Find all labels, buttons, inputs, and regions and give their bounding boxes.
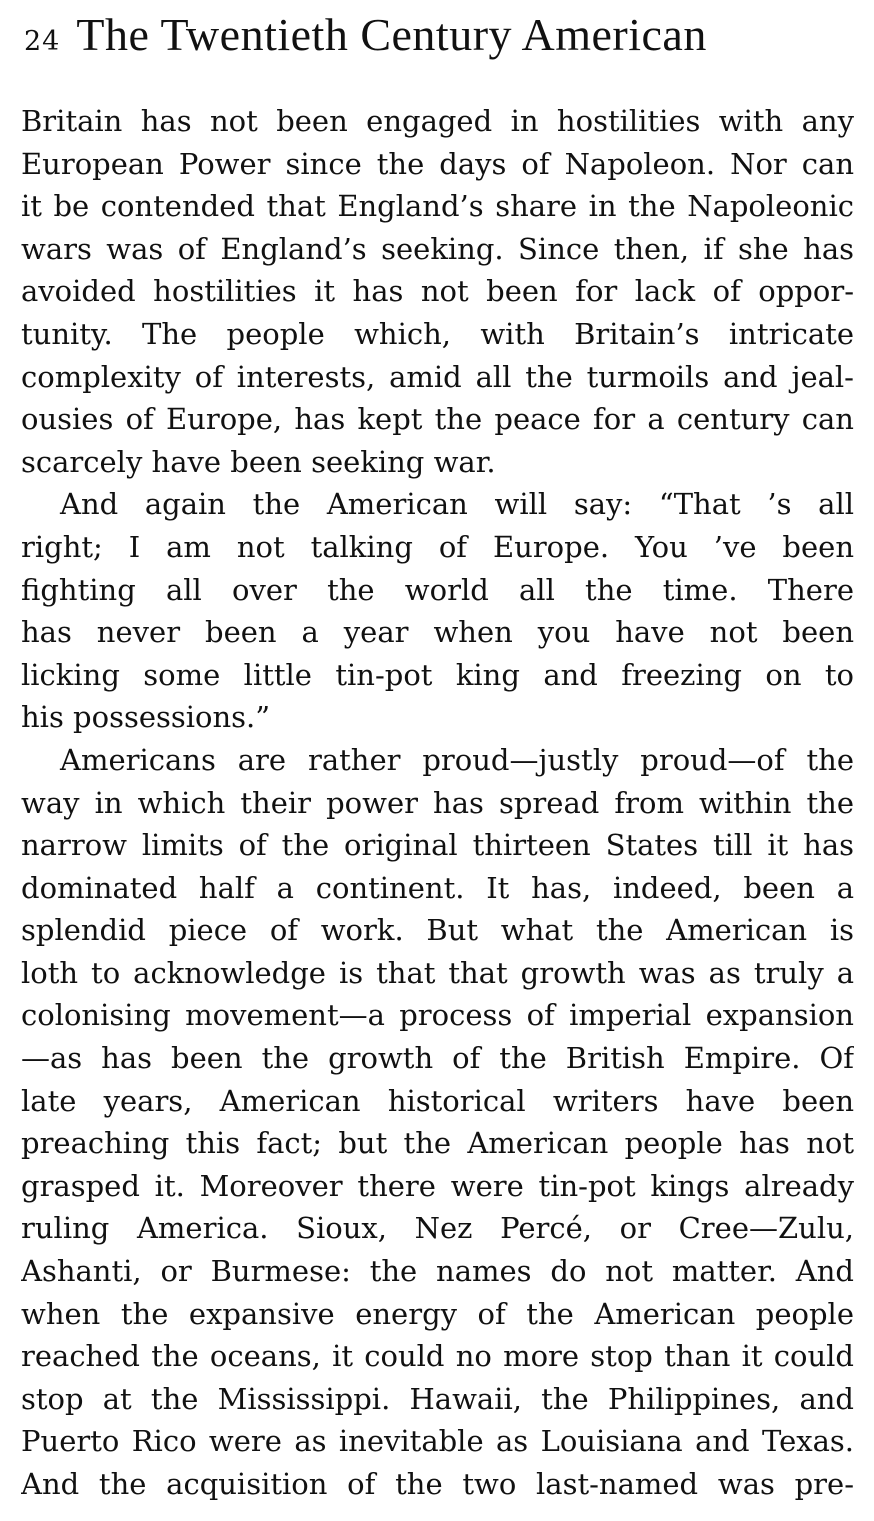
text-line: wars was of England’s seeking. Since then, if she has — [21, 231, 854, 266]
text-line: And the acquisition of the two last-named was pre- — [21, 1467, 854, 1501]
text-line: late years, American historical writers have been — [21, 1083, 854, 1118]
running-head — [24, 8, 854, 68]
text-line: avoided hostilities it has not been for lack of oppor- — [21, 274, 854, 309]
text-line: right; I am not talking of Europe. You ’ve been — [21, 529, 854, 564]
text-line: narrow limits of the original thirteen States till it has — [21, 828, 854, 863]
text-line: it be contended that England’s share in the Napoleonic — [21, 189, 854, 224]
text-line: preaching this fact; but the American people has not — [21, 1126, 854, 1161]
text-line: tunity. The people which, with Britain’s intricate — [21, 316, 854, 351]
text-line: splendid piece of work. But what the American is — [21, 913, 854, 948]
text-line: when the expansive energy of the American people — [21, 1296, 854, 1331]
text-line: dominated half a continent. It has, indeed, been a — [21, 870, 854, 905]
text-line: has never been a year when you have not been — [21, 615, 854, 650]
text-line: ousies of Europe, has kept the peace for a century can — [21, 402, 854, 437]
paragraph-end-line: scarcely have been seeking war. — [21, 444, 496, 479]
text-line: way in which their power has spread from within the — [21, 785, 854, 820]
paragraph-start-line: Americans are rather proud—justly proud—of the — [60, 742, 854, 777]
text-line: stop at the Mississippi. Hawaii, the Philippines, and — [21, 1381, 854, 1416]
text-line: Puerto Rico were as inevitable as Louisiana and Texas. — [21, 1424, 854, 1459]
page-number: 24 — [24, 26, 61, 57]
text-line: Britain has not been engaged in hostilities with any — [21, 104, 854, 138]
text-line: complexity of interests, amid all the turmoils and jeal- — [21, 359, 854, 394]
running-title: The Twentieth Century American — [76, 9, 707, 60]
text-line: loth to acknowledge is that that growth was as truly a — [21, 955, 854, 990]
paragraph-start-line: And again the American will say: “That ’s all — [60, 487, 854, 522]
text-line: fighting all over the world all the time. There — [21, 572, 854, 607]
text-line: European Power since the days of Napoleon. Nor can — [21, 146, 854, 181]
text-line: ruling America. Sioux, Nez Percé, or Cree—Zulu, — [21, 1211, 854, 1246]
text-line: colonising movement—a process of imperial expansion — [21, 998, 854, 1033]
text-line: reached the oceans, it could no more stop than it could — [21, 1339, 854, 1374]
text-line: Ashanti, or Burmese: the names do not matter. And — [21, 1254, 854, 1289]
body-text — [21, 100, 854, 1506]
text-line: licking some little tin-pot king and freezing on to — [21, 657, 854, 692]
text-line: grasped it. Moreover there were tin-pot kings already — [21, 1168, 854, 1203]
text-line: —as has been the growth of the British Empire. Of — [21, 1041, 854, 1076]
paragraph-end-line: his possessions.” — [21, 700, 271, 735]
